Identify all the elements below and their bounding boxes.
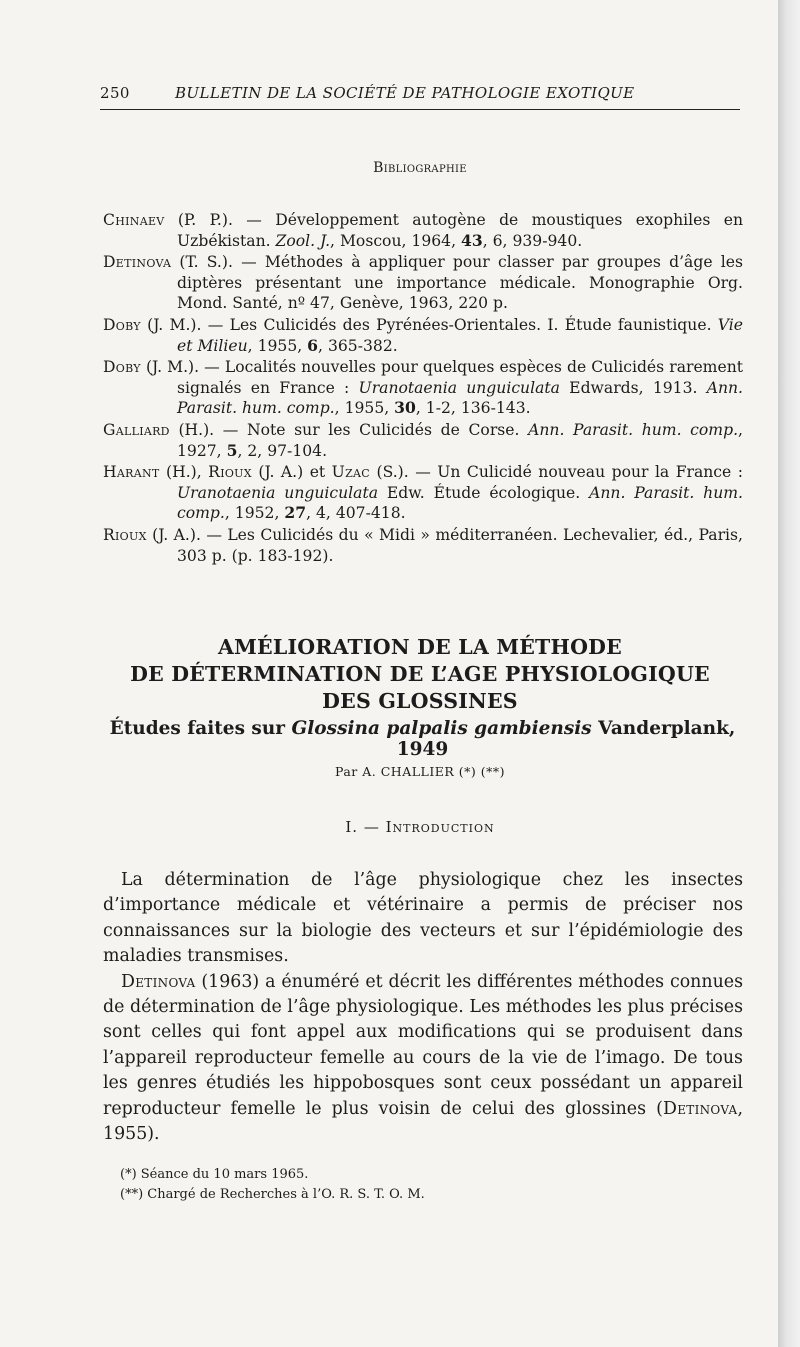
reference-item: Galliard (H.). — Note sur les Culicidés de Corse. Ann. Parasit. hum. comp., 1927, 5, 2, 97-104. (103, 420, 743, 460)
section-heading: I. — Introduction (345, 818, 495, 836)
article-author: Par A. CHALLIER (*) (**) (335, 764, 505, 779)
reference-item: Rioux (J. A.). — Les Culicidés du « Midi » méditerranéen. Lechevalier, éd., Paris, 303 p. (p. 183-192). (103, 525, 743, 565)
footnote: (**) Chargé de Recherches à l’O. R. S. T. O. M. (120, 1187, 425, 1202)
reference-item: Doby (J. M.). — Les Culicidés des Pyrénées-Orientales. I. Étude faunistique. Vie et Milieu, 1955, 6, 365-382. (103, 315, 743, 355)
paragraph: La détermination de l’âge physiologique chez les insectes d’importance médicale et vétérinaire a permis de préciser nos connaissances sur la biologie des vecteurs et sur l’épidémiologie des maladies transmises. (103, 870, 743, 967)
journal-title: BULLETIN DE LA SOCIÉTÉ DE PATHOLOGIE EXOTIQUE (175, 84, 635, 102)
page-spine-shadow (778, 0, 800, 1347)
bibliography-heading: Bibliographie (373, 160, 467, 176)
footnote: (*) Séance du 10 mars 1965. (120, 1167, 309, 1182)
reference-item: Detinova (T. S.). — Méthodes à appliquer pour classer par groupes d’âge les diptères présentant une importance médicale. Monographie Org. Mond. Santé, nº 47, Genève, 1963, 220 p. (103, 253, 743, 313)
reference-list (103, 210, 743, 567)
article-title: AMÉLIORATION DE LA MÉTHODE DE DÉTERMINATION DE L’AGE PHYSIOLOGIQUE DES GLOSSINES (130, 635, 710, 713)
paragraph: Detinova (1963) a énuméré et décrit les différentes méthodes connues de détermination de l’âge physiologique. Les méthodes les plus précises sont celles qui font appel aux modifications qui se produisent dans l’appareil reproducteur femelle au cours de la vie de l’imago. De tous les genres étudiés les hippobosques sont ceux possédant un appareil reproducteur femelle le plus voisin de celui des glossines (Detinova, 1955). (103, 971, 743, 1145)
reference-item: Doby (J. M.). — Localités nouvelles pour quelques espèces de Culicidés rarement signalés en France : Uranotaenia unguiculata Edwards, 1913. Ann. Parasit. hum. comp., 1955, 30, 1-2, 136-143. (103, 358, 743, 418)
page-number: 250 (100, 84, 130, 102)
reference-item: Harant (H.), Rioux (J. A.) et Uzac (S.). — Un Culicidé nouveau pour la France : Uranotaenia unguiculata Edw. Étude écologique. Ann. Parasit. hum. comp., 1952, 27, 4, 407-418. (103, 463, 744, 523)
reference-item: Chinaev (P. P.). — Développement autogène de moustiques exophiles en Uzbékistan. Zool. J., Moscou, 1964, 43, 6, 939-940. (103, 211, 743, 250)
header-rule (100, 109, 740, 110)
footnotes (120, 1165, 740, 1205)
article-body (103, 868, 743, 1147)
article-subtitle: Études faites sur Glossina palpalis gambiensis Vanderplank, 1949 (109, 718, 736, 760)
